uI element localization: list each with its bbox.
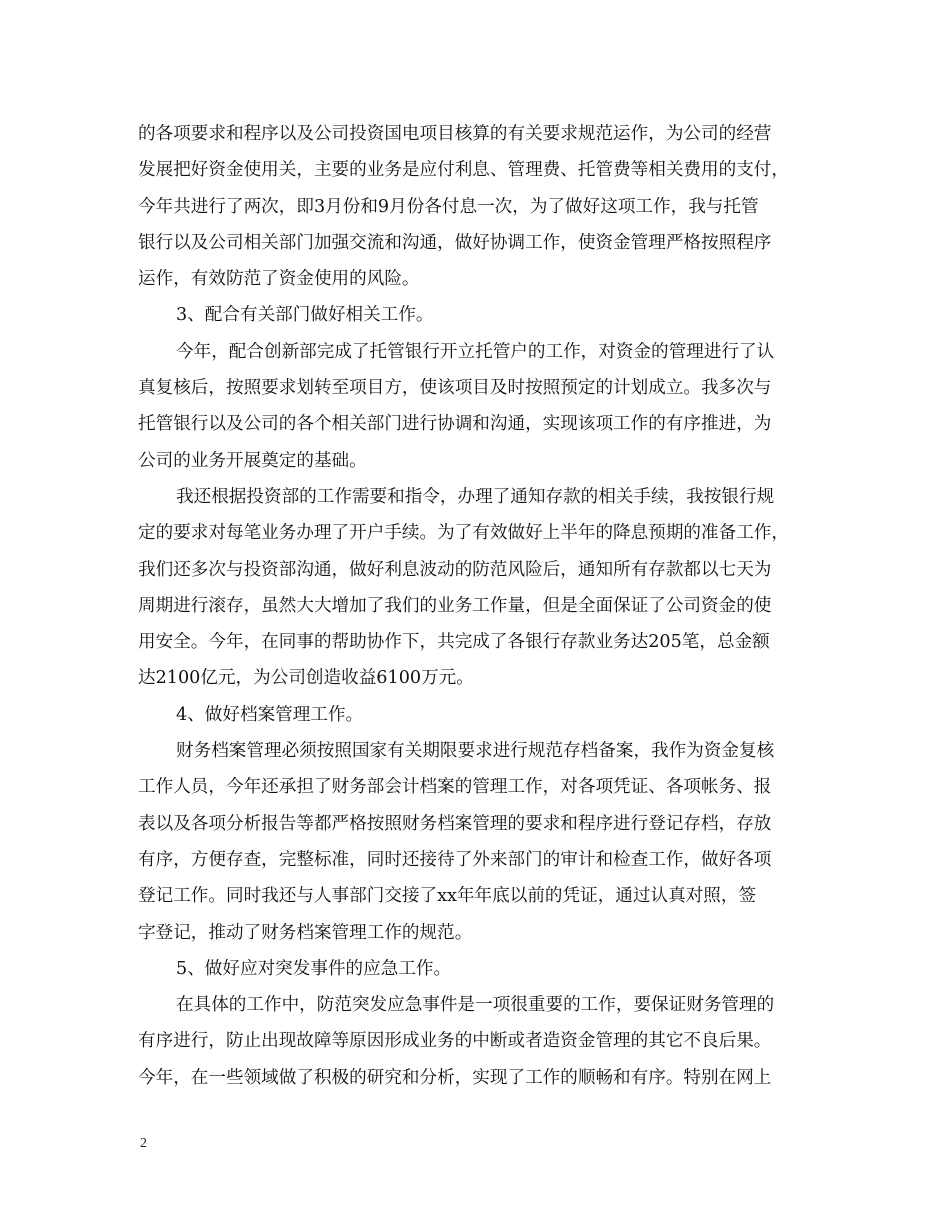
section-heading: 3、配合有关部门做好相关工作。 <box>176 305 434 326</box>
text-line: 财务档案管理必须按照国家有关期限要求进行规范存档备案，我作为资金复核 <box>176 741 775 762</box>
section-heading: 5、做好应对突发事件的应急工作。 <box>176 958 452 979</box>
text-line: 发展把好资金使用关，主要的业务是应付利息、管理费、托管费等相关费用的支付， <box>138 160 789 181</box>
document-body <box>138 116 820 1096</box>
text-line: 用安全。今年，在同事的帮助协作下，共完成了各银行存款业务达205笔，总金额 <box>138 632 770 653</box>
text-line: 今年共进行了两次，即3月份和9月份各付息一次，为了做好这项工作，我与托管 <box>138 196 759 217</box>
text-line: 托管银行以及公司的各个相关部门进行协调和沟通，实现该项工作的有序推进，为 <box>138 414 772 435</box>
text-line: 银行以及公司相关部门加强交流和沟通，做好协调工作，使资金管理严格按照程序 <box>138 232 772 253</box>
text-line: 工作人员，今年还承担了财务部会计档案的管理工作，对各项凭证、各项帐务、报 <box>138 777 772 798</box>
text-line: 有序，方便存查，完整标准，同时还接待了外来部门的审计和检查工作，做好各项 <box>138 849 772 870</box>
text-line: 有序进行，防止出现故障等原因形成业务的中断或者造资金管理的其它不良后果。 <box>138 1031 772 1052</box>
text-line: 在具体的工作中，防范突发应急事件是一项很重要的工作，要保证财务管理的 <box>176 995 775 1016</box>
text-line: 登记工作。同时我还与人事部门交接了xx年年底以前的凭证，通过认真对照，签 <box>138 886 757 907</box>
text-line: 今年，配合创新部完成了托管银行开立托管户的工作，对资金的管理进行了认 <box>176 341 775 362</box>
text-line: 今年，在一些领域做了积极的研究和分析，实现了工作的顺畅和有序。特别在网上 <box>138 1067 772 1088</box>
text-line: 周期进行滚存，虽然大大增加了我们的业务工作量，但是全面保证了公司资金的使 <box>138 595 772 616</box>
text-line: 真复核后，按照要求划转至项目方，使该项目及时按照预定的计划成立。我多次与 <box>138 378 772 399</box>
text-line: 表以及各项分析报告等都严格按照财务档案管理的要求和程序进行登记存档，存放 <box>138 813 772 834</box>
section-heading: 4、做好档案管理工作。 <box>176 704 364 725</box>
text-line: 定的要求对每笔业务办理了开户手续。为了有效做好上半年的降息预期的准备工作， <box>138 523 789 544</box>
text-line: 字登记，推动了财务档案管理工作的规范。 <box>138 922 473 943</box>
text-line: 我们还多次与投资部沟通，做好利息波动的防范风险后，通知所有存款都以七天为 <box>138 559 772 580</box>
page-number: 2 <box>140 1136 147 1151</box>
text-line: 达2100亿元，为公司创造收益6100万元。 <box>138 668 474 689</box>
text-line: 的各项要求和程序以及公司投资国电项目核算的有关要求规范运作，为公司的经营 <box>138 124 772 144</box>
text-line: 公司的业务开展奠定的基础。 <box>138 450 367 471</box>
text-line: 运作，有效防范了资金使用的风险。 <box>138 269 420 290</box>
text-line: 我还根据投资部的工作需要和指令，办理了通知存款的相关手续，我按银行规 <box>176 486 775 507</box>
